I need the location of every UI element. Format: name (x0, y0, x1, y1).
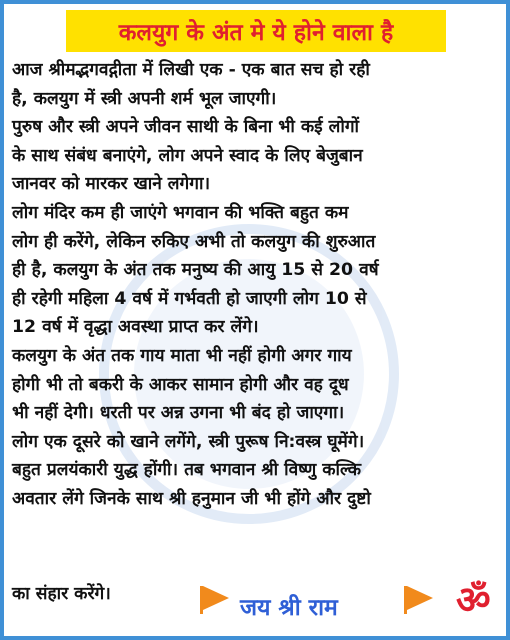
jai-shri-ram-text: जय श्री राम (240, 595, 338, 621)
text-line: ही रहेगी महिला 4 वर्ष में गर्भवती हो जाएगी लोग 10 से (12, 288, 367, 309)
paragraph-3 (12, 199, 500, 342)
text-line: लोग मंदिर कम ही जाएंगे भगवान की भक्ति बहुत कम (12, 202, 349, 223)
text-line: बहुत प्रलयंकारी युद्ध होंगी। तब भगवान श्री विष्णु कल्कि (12, 460, 362, 481)
paragraph-2 (12, 113, 500, 199)
text-line: होगी भी तो बकरी के आकर सामान होगी और वह दूध (12, 374, 349, 395)
text-line: है, कलयुग में स्त्री अपनी शर्म भूल जाएगी। (12, 88, 277, 109)
text-line: के साथ संबंध बनाएंगे, लोग अपने स्वाद के लिए बेजुबान (12, 145, 363, 166)
closing-line: का संहार करेंगे। (12, 584, 111, 604)
text-line: अवतार लेंगे जिनके साथ श्री हनुमान जी भी होंगे और दुष्टो (12, 488, 371, 509)
saffron-flag-icon (407, 586, 433, 610)
text-line: कलयुग के अंत तक गाय माता भी नहीं होगी अगर गाय (12, 345, 352, 366)
text-line: लोग ही करेंगे, लेकिन रुकिए अभी तो कलयुग की शुरुआत (12, 231, 376, 252)
text-line: भी नहीं देगी। धरती पर अन्न उगना भी बंद हो जाएगा। (12, 403, 345, 424)
text-line: पुरुष और स्त्री अपने जीवन साथी के बिना भी कई लोगों (12, 117, 360, 138)
title-banner (66, 10, 446, 52)
text-line: ही है, कलयुग के अंत तक मनुष्य की आयु 15 से 20 वर्ष (12, 260, 379, 281)
text-line: आज श्रीमद्भगवद्गीता में लिखी एक - एक बात सच हो रही (12, 60, 370, 80)
body-text (12, 56, 500, 514)
text-line: जानवर को मारकर खाने लगेगा। (12, 174, 211, 195)
saffron-flag-icon (203, 586, 229, 610)
text-line: 12 वर्ष में वृद्धा अवस्था प्राप्त कर लेंगे। (12, 317, 259, 338)
om-icon: ॐ (456, 578, 491, 622)
paragraph-4 (12, 342, 500, 514)
paragraph-1 (12, 56, 500, 113)
page-title: कलयुग के अंत मे ये होने वाला है (118, 20, 394, 46)
text-line: लोग एक दूसरे को खाने लगेंगे, स्त्री पुरूष नि:वस्त्र घूमेंगे। (12, 431, 365, 452)
post-card (4, 4, 506, 636)
